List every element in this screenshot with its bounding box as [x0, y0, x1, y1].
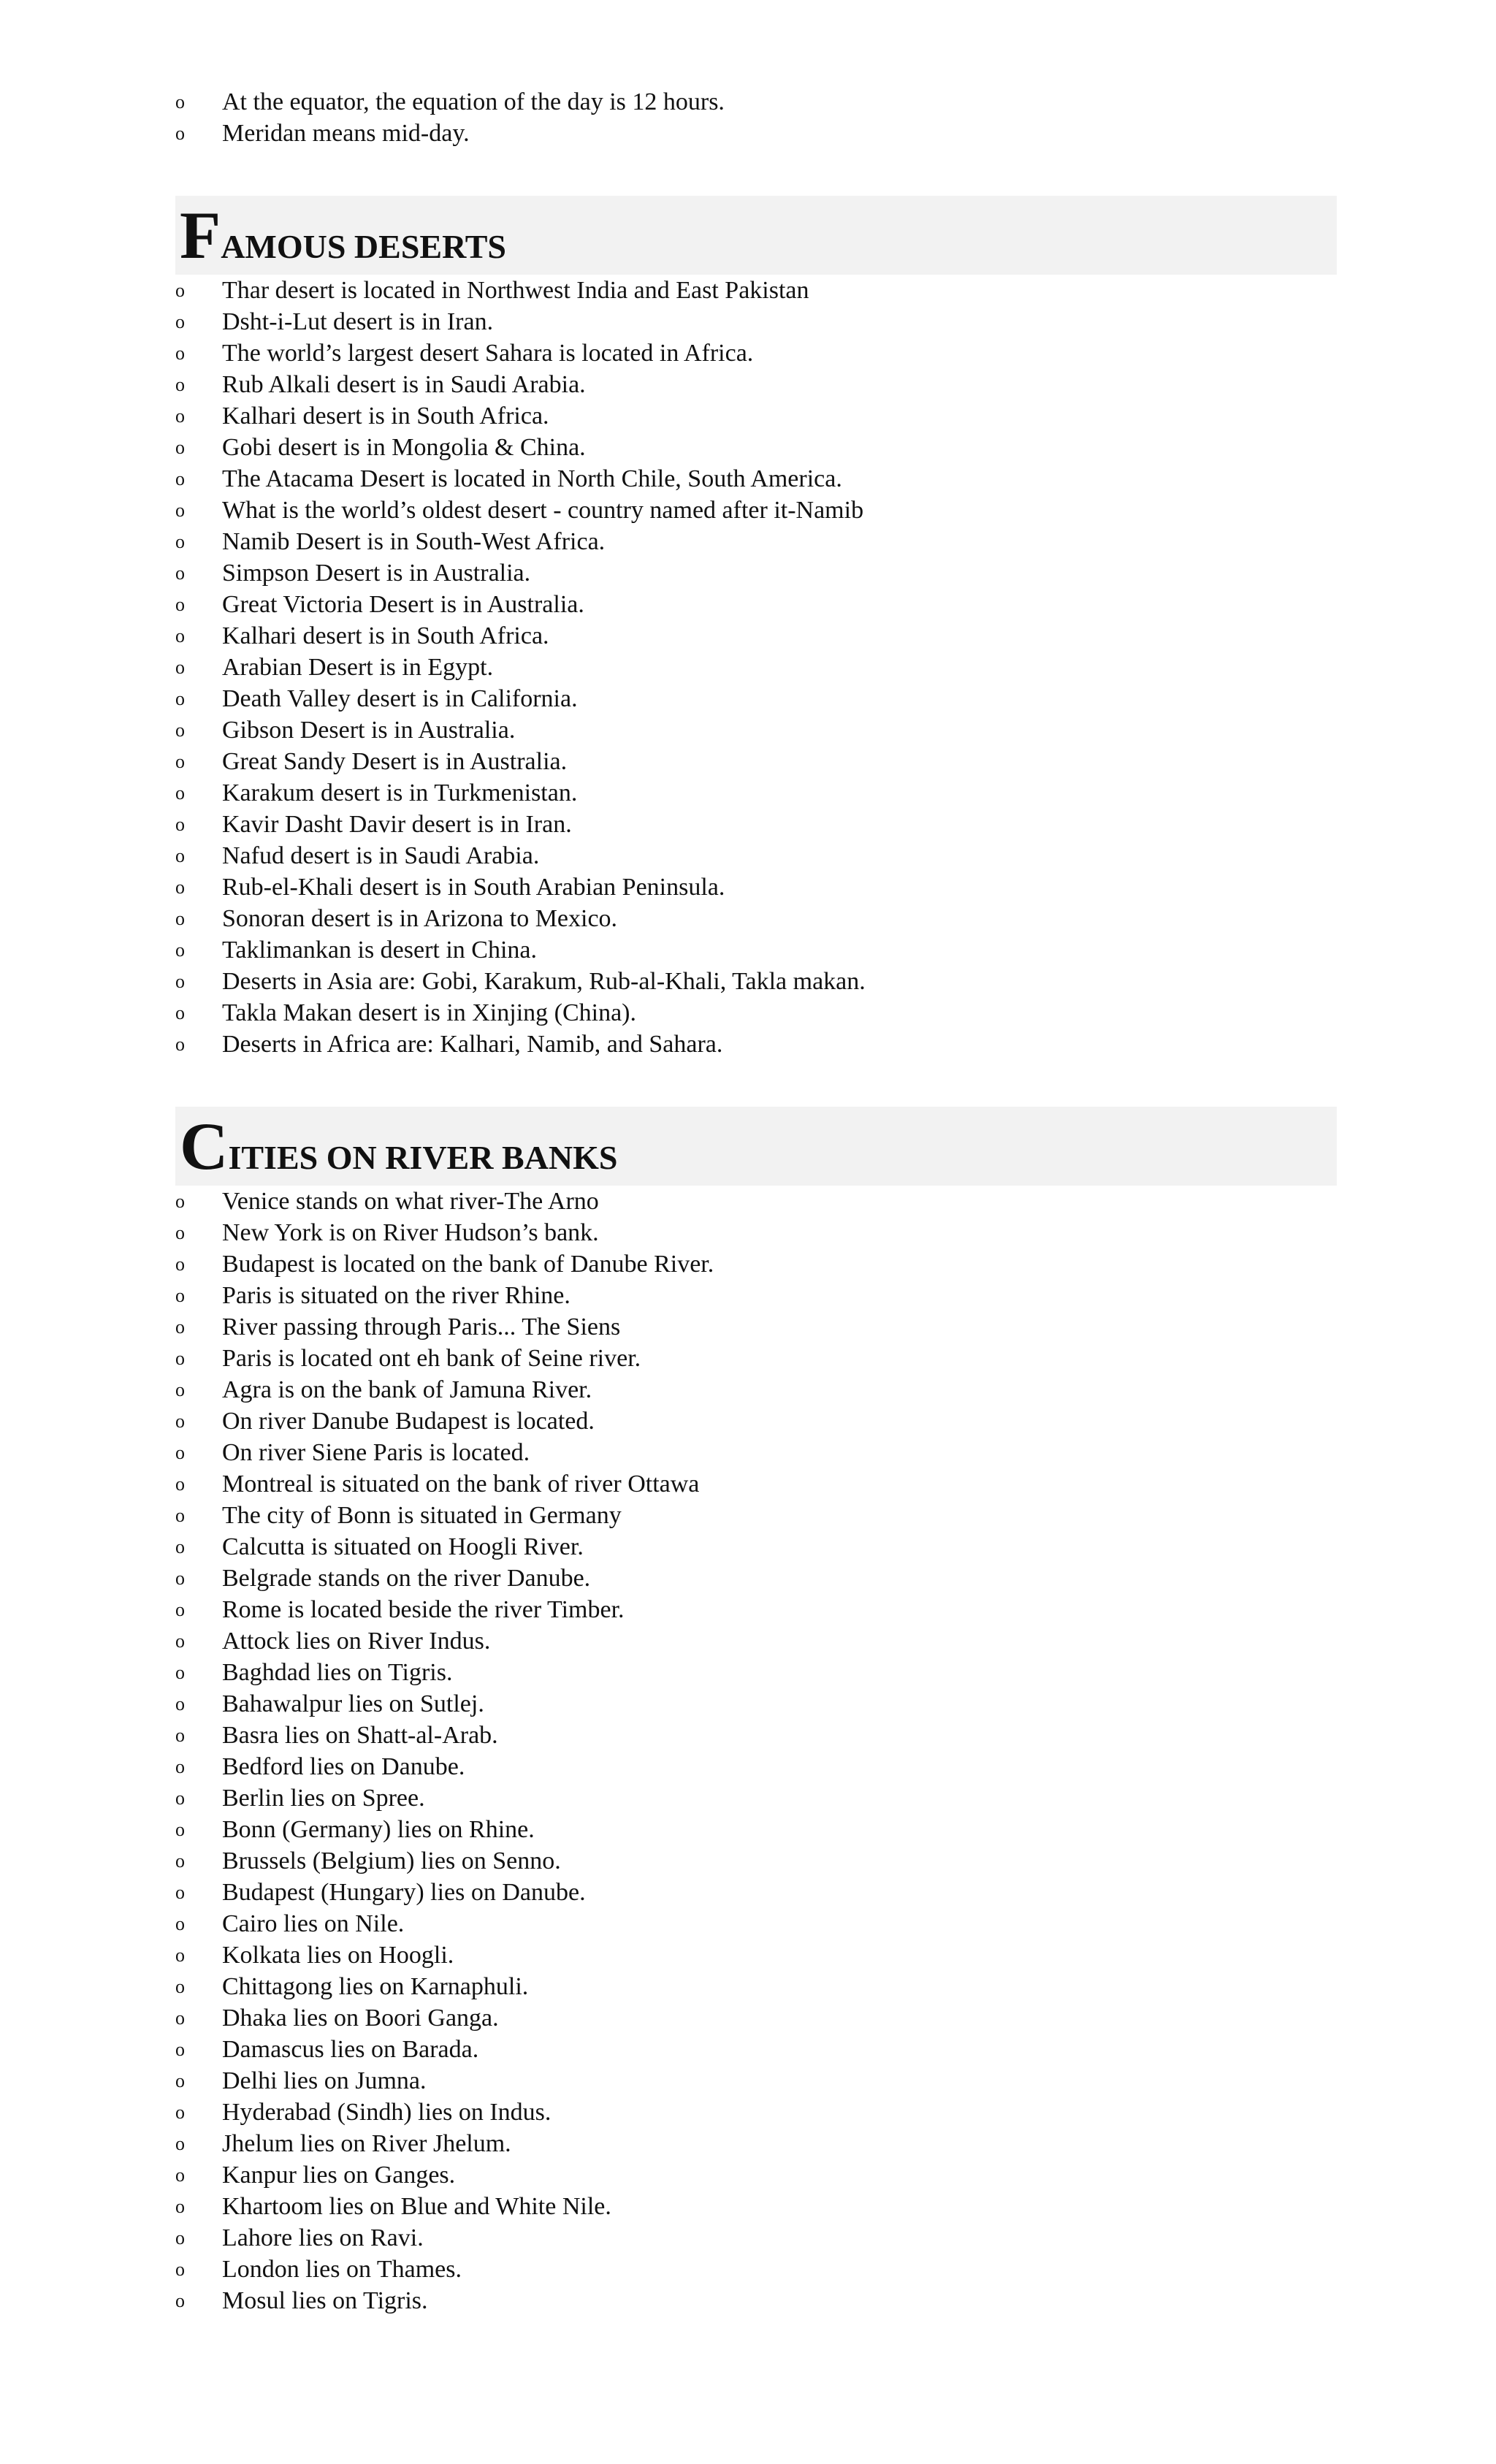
bullet-marker: o [175, 1819, 185, 1840]
list-item [175, 2254, 1337, 2285]
list-item-text: Hyderabad (Sindh) lies on Indus. [222, 2099, 552, 2126]
list-item [175, 2222, 1337, 2254]
list-item-text: Deserts in Asia are: Gobi, Karakum, Rub-al-Khali, Takla makan. [222, 968, 866, 995]
bullet-marker: o [175, 2070, 185, 2091]
bullet-marker: o [175, 625, 185, 646]
bullet-marker: o [175, 1411, 185, 1432]
bullet-marker: o [175, 374, 185, 395]
bullet-marker: o [175, 311, 185, 332]
section-title-initial: C [180, 1109, 229, 1183]
bullet-marker: o [175, 343, 185, 364]
list-item-text: The world’s largest desert Sahara is located in Africa. [222, 340, 754, 367]
list-item [175, 1657, 1337, 1688]
list-item-text: On river Danube Budapest is located. [222, 1408, 595, 1435]
list-item [175, 1343, 1337, 1374]
list-item [175, 1311, 1337, 1343]
list-item [175, 369, 1337, 400]
list-item-text: Mosul lies on Tigris. [222, 2287, 428, 2314]
sections-container [175, 196, 1337, 2316]
list-item [175, 777, 1337, 809]
bullet-marker: o [175, 1882, 185, 1903]
list-item [175, 1688, 1337, 1720]
bullet-marker: o [175, 2290, 185, 2311]
list-item-text: Rome is located beside the river Timber. [222, 1596, 625, 1623]
list-item [175, 746, 1337, 777]
bullet-marker: o [175, 657, 185, 678]
bullet-marker: o [175, 1316, 185, 1338]
list-item-text: Kanpur lies on Ganges. [222, 2162, 456, 2189]
list-item [175, 1374, 1337, 1405]
bullet-marker: o [175, 1536, 185, 1557]
list-item [175, 1751, 1337, 1782]
list-item [175, 2002, 1337, 2034]
list-item [175, 1625, 1337, 1657]
list-item-text: River passing through Paris... The Siens [222, 1313, 621, 1340]
list-item [175, 2285, 1337, 2316]
bullet-marker: o [175, 720, 185, 741]
list-item-text: Taklimankan is desert in China. [222, 937, 538, 964]
bullet-marker: o [175, 1191, 185, 1212]
list-item [175, 871, 1337, 903]
bullet-marker: o [175, 1913, 185, 1934]
bullet-marker: o [175, 2196, 185, 2217]
list-item-text: Basra lies on Shatt-al-Arab. [222, 1722, 498, 1749]
bullet-marker: o [175, 1254, 185, 1275]
bullet-marker: o [175, 468, 185, 489]
section-title-rest: AMOUS DESERTS [221, 228, 506, 265]
list-item-text: Budapest (Hungary) lies on Danube. [222, 1879, 586, 1906]
list-item-text: Namib Desert is in South-West Africa. [222, 528, 606, 555]
list-item-text: Attock lies on River Indus. [222, 1628, 491, 1655]
list-item-text: New York is on River Hudson’s bank. [222, 1219, 599, 1246]
list-item [175, 463, 1337, 495]
bullet-marker: o [175, 1756, 185, 1777]
list-item [175, 495, 1337, 526]
bullet-marker: o [175, 2133, 185, 2154]
list-item [175, 400, 1337, 432]
section-title-rest: ITIES ON RIVER BANKS [228, 1139, 618, 1176]
list-item-text: Delhi lies on Jumna. [222, 2067, 427, 2094]
bullet-marker: o [175, 2102, 185, 2123]
list-item-text: Brussels (Belgium) lies on Senno. [222, 1847, 561, 1874]
list-item [175, 1029, 1337, 1060]
list-item-text: Montreal is situated on the bank of river Ottawa [222, 1471, 700, 1498]
list-item-text: Gobi desert is in Mongolia & China. [222, 434, 586, 461]
section-list [175, 1186, 1337, 2316]
list-item [175, 86, 1337, 118]
list-item [175, 557, 1337, 589]
bullet-marker: o [175, 1473, 185, 1495]
section-title-initial: F [180, 198, 221, 272]
section-title [180, 1109, 618, 1183]
bullet-marker: o [175, 814, 185, 835]
bullet-marker: o [175, 1379, 185, 1400]
list-item [175, 1468, 1337, 1500]
list-item-text: Meridan means mid-day. [222, 120, 470, 147]
list-item-text: Jhelum lies on River Jhelum. [222, 2130, 511, 2157]
list-item [175, 714, 1337, 746]
bullet-marker: o [175, 845, 185, 866]
list-item-text: Dsht-i-Lut desert is in Iran. [222, 308, 494, 335]
list-item-text: At the equator, the equation of the day is 12 hours. [222, 88, 725, 115]
list-item [175, 1186, 1337, 1217]
list-item [175, 966, 1337, 997]
bullet-marker: o [175, 1348, 185, 1369]
bullet-marker: o [175, 1662, 185, 1683]
list-item-text: Paris is located ont eh bank of Seine river. [222, 1345, 641, 1372]
list-item-text: Thar desert is located in Northwest India and East Pakistan [222, 277, 809, 304]
list-item [175, 1877, 1337, 1908]
list-item-text: Berlin lies on Spree. [222, 1785, 425, 1812]
bullet-marker: o [175, 751, 185, 772]
list-item-text: Deserts in Africa are: Kalhari, Namib, and Sahara. [222, 1031, 723, 1058]
bullet-marker: o [175, 91, 185, 112]
list-item [175, 1594, 1337, 1625]
bullet-marker: o [175, 971, 185, 992]
bullet-marker: o [175, 2039, 185, 2060]
list-item [175, 306, 1337, 337]
bullet-marker: o [175, 1850, 185, 1872]
list-item [175, 1782, 1337, 1814]
list-item [175, 2159, 1337, 2191]
list-item-text: Khartoom lies on Blue and White Nile. [222, 2193, 611, 2220]
list-item-text: Belgrade stands on the river Danube. [222, 1565, 591, 1592]
intro-list [175, 86, 1337, 149]
list-item-text: Budapest is located on the bank of Danube River. [222, 1251, 714, 1278]
list-item-text: Takla Makan desert is in Xinjing (China). [222, 999, 636, 1026]
bullet-marker: o [175, 1222, 185, 1243]
list-item [175, 1217, 1337, 1248]
list-item [175, 1248, 1337, 1280]
list-item-text: Rub-el-Khali desert is in South Arabian Peninsula. [222, 874, 725, 901]
list-item [175, 1720, 1337, 1751]
list-item [175, 809, 1337, 840]
bullet-marker: o [175, 2259, 185, 2280]
list-item-text: Kolkata lies on Hoogli. [222, 1942, 454, 1969]
section-heading [175, 196, 1337, 275]
bullet-marker: o [175, 782, 185, 804]
list-item-text: Rub Alkali desert is in Saudi Arabia. [222, 371, 586, 398]
list-item-text: Venice stands on what river-The Arno [222, 1188, 599, 1215]
bullet-marker: o [175, 123, 185, 144]
list-item [175, 1437, 1337, 1468]
list-item-text: Calcutta is situated on Hoogli River. [222, 1533, 584, 1560]
list-item-text: Bonn (Germany) lies on Rhine. [222, 1816, 535, 1843]
section-title [180, 198, 506, 272]
list-item [175, 903, 1337, 934]
bullet-marker: o [175, 1442, 185, 1463]
list-item [175, 2128, 1337, 2159]
list-item-text: Baghdad lies on Tigris. [222, 1659, 453, 1686]
list-item [175, 1845, 1337, 1877]
bullet-marker: o [175, 1002, 185, 1023]
list-item [175, 840, 1337, 871]
bullet-marker: o [175, 688, 185, 709]
bullet-marker: o [175, 1945, 185, 1966]
bullet-marker: o [175, 437, 185, 458]
list-item [175, 934, 1337, 966]
list-item-text: Arabian Desert is in Egypt. [222, 654, 494, 681]
list-item-text: Paris is situated on the river Rhine. [222, 1282, 570, 1309]
bullet-marker: o [175, 405, 185, 427]
list-item-text: Death Valley desert is in California. [222, 685, 578, 712]
document-page [175, 86, 1337, 2316]
bullet-marker: o [175, 500, 185, 521]
bullet-marker: o [175, 531, 185, 552]
list-item [175, 1500, 1337, 1531]
bullet-marker: o [175, 939, 185, 961]
bullet-marker: o [175, 1599, 185, 1620]
list-item-text: London lies on Thames. [222, 2256, 462, 2283]
section-heading [175, 1107, 1337, 1186]
list-item [175, 589, 1337, 620]
list-item [175, 2065, 1337, 2097]
bullet-marker: o [175, 1976, 185, 1997]
list-item-text: Damascus lies on Barada. [222, 2036, 479, 2063]
bullet-marker: o [175, 1285, 185, 1306]
list-item-text: Kavir Dasht Davir desert is in Iran. [222, 811, 572, 838]
list-item-text: The Atacama Desert is located in North Chile, South America. [222, 465, 842, 492]
bullet-marker: o [175, 2164, 185, 2186]
list-item-text: Great Sandy Desert is in Australia. [222, 748, 568, 775]
list-item-text: Bahawalpur lies on Sutlej. [222, 1690, 484, 1717]
list-item [175, 2191, 1337, 2222]
list-item [175, 337, 1337, 369]
list-item [175, 1971, 1337, 2002]
list-item [175, 1908, 1337, 1939]
list-item [175, 1814, 1337, 1845]
list-item-text: The city of Bonn is situated in Germany [222, 1502, 622, 1529]
list-item-text: Cairo lies on Nile. [222, 1910, 405, 1937]
list-item [175, 1280, 1337, 1311]
bullet-marker: o [175, 594, 185, 615]
bullet-marker: o [175, 1505, 185, 1526]
list-item [175, 275, 1337, 306]
bullet-marker: o [175, 1725, 185, 1746]
list-item [175, 2034, 1337, 2065]
list-item-text: Sonoran desert is in Arizona to Mexico. [222, 905, 618, 932]
list-item-text: Nafud desert is in Saudi Arabia. [222, 842, 540, 869]
list-item [175, 2097, 1337, 2128]
list-item-text: Karakum desert is in Turkmenistan. [222, 779, 578, 806]
bullet-marker: o [175, 877, 185, 898]
list-item-text: Gibson Desert is in Australia. [222, 717, 516, 744]
bullet-marker: o [175, 1693, 185, 1714]
list-item [175, 1563, 1337, 1594]
list-item-text: Agra is on the bank of Jamuna River. [222, 1376, 592, 1403]
list-item [175, 997, 1337, 1029]
list-item-text: Lahore lies on Ravi. [222, 2224, 424, 2251]
list-item [175, 1405, 1337, 1437]
list-item [175, 620, 1337, 652]
list-item-text: Chittagong lies on Karnaphuli. [222, 1973, 529, 2000]
list-item [175, 652, 1337, 683]
list-item [175, 432, 1337, 463]
bullet-marker: o [175, 1034, 185, 1055]
list-item [175, 1939, 1337, 1971]
list-item [175, 118, 1337, 149]
list-item-text: Kalhari desert is in South Africa. [222, 622, 549, 649]
section-list [175, 275, 1337, 1060]
list-item [175, 1531, 1337, 1563]
bullet-marker: o [175, 280, 185, 301]
list-item [175, 683, 1337, 714]
bullet-marker: o [175, 1568, 185, 1589]
list-item-text: Bedford lies on Danube. [222, 1753, 465, 1780]
list-item-text: Kalhari desert is in South Africa. [222, 403, 549, 430]
list-item-text: Dhaka lies on Boori Ganga. [222, 2005, 499, 2032]
list-item-text: What is the world’s oldest desert - country named after it-Namib [222, 497, 864, 524]
list-item-text: On river Siene Paris is located. [222, 1439, 530, 1466]
bullet-marker: o [175, 562, 185, 584]
bullet-marker: o [175, 2007, 185, 2029]
bullet-marker: o [175, 1788, 185, 1809]
list-item-text: Great Victoria Desert is in Australia. [222, 591, 584, 618]
bullet-marker: o [175, 908, 185, 929]
list-item-text: Simpson Desert is in Australia. [222, 560, 531, 587]
bullet-marker: o [175, 1630, 185, 1652]
list-item [175, 526, 1337, 557]
bullet-marker: o [175, 2227, 185, 2249]
